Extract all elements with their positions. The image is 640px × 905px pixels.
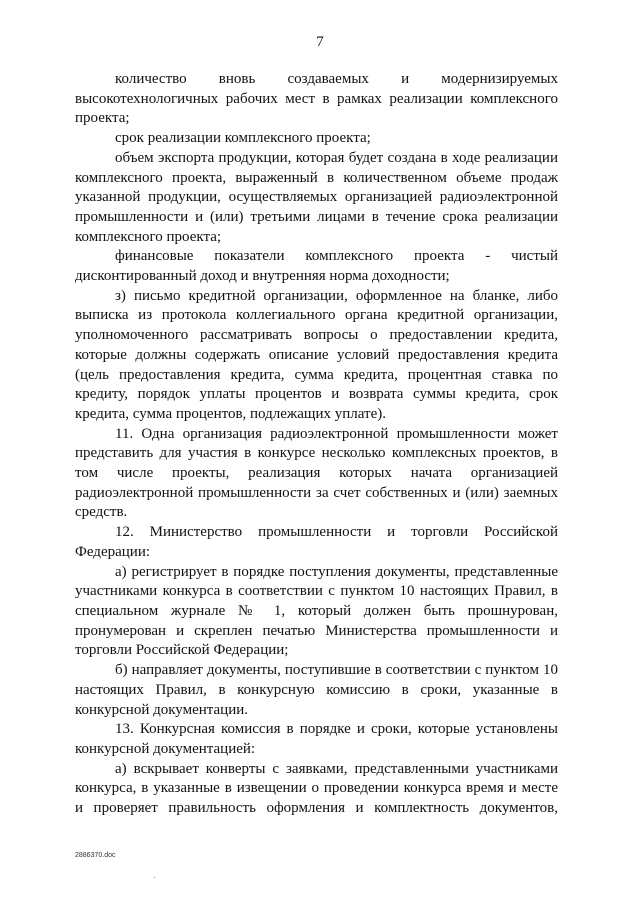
paragraph: финансовые показатели комплексного проекта - чистый дисконтированный доход и внутренняя норма доходности; [75, 248, 558, 285]
paragraph: а) вскрывает конверты с заявками, представленными участниками конкурса, в указанные в извещении о проведении конкурса время и месте и проверяет правильность оформления и комплектность документов, [75, 760, 558, 817]
paragraph: 12. Министерство промышленности и торговли Российской Федерации: [75, 524, 558, 560]
paragraph: б) направляет документы, поступившие в соответствии с пунктом 10 настоящих Правил, в конкурсную комиссию в сроки, указанные в конкурсной документации. [75, 662, 558, 718]
paragraph: з) письмо кредитной организации, оформленное на бланке, либо выписка из протокола коллегиального органа кредитной организации, уполномоченного рассматривать вопросы о предоставлении кредита, которые должны содержать описание условий предоставления кредита (цель предоставления кредита, сумма кредита, процентная ставка по кредиту, порядок уплаты процентов и возврата суммы кредита, срок кредита, сумма процентов, подлежащих уплате). [75, 287, 558, 422]
file-name-footer: 2886370.doc [75, 852, 116, 859]
scan-speck [154, 877, 155, 878]
paragraph: 13. Конкурсная комиссия в порядке и сроки, которые установлены конкурсной документацией: [75, 721, 558, 757]
page-number: 7 [316, 34, 324, 50]
paragraph: объем экспорта продукции, которая будет создана в ходе реализации комплексного проекта, выраженный в количественном объеме продаж указанной продукции, осуществляемых организацией радиоэлектронной промышленности и (или) третьими лицами в течение срока реализации комплексного проекта; [75, 149, 558, 245]
paragraph: а) регистрирует в порядке поступления документы, представленные участниками конкурса в соответствии с пунктом 10 настоящих Правил, в специальном журнале № 1, который должен быть прошнурован, пронумерован и скреплен печатью Министерства промышленности и торговли Российской Федерации; [75, 563, 558, 659]
document-body [75, 70, 558, 819]
paragraph: 11. Одна организация радиоэлектронной промышленности может представить для участия в конкурсе несколько комплексных проектов, в том числе проекты, реализация которых начата организацией радиоэлектронной промышленности за счет собственных и (или) заемных средств. [75, 425, 558, 521]
paragraph: количество вновь создаваемых и модернизируемых высокотехнологичных рабочих мест в рамках реализации комплексного проекта; [75, 71, 558, 127]
paragraph: срок реализации комплексного проекта; [115, 130, 371, 147]
